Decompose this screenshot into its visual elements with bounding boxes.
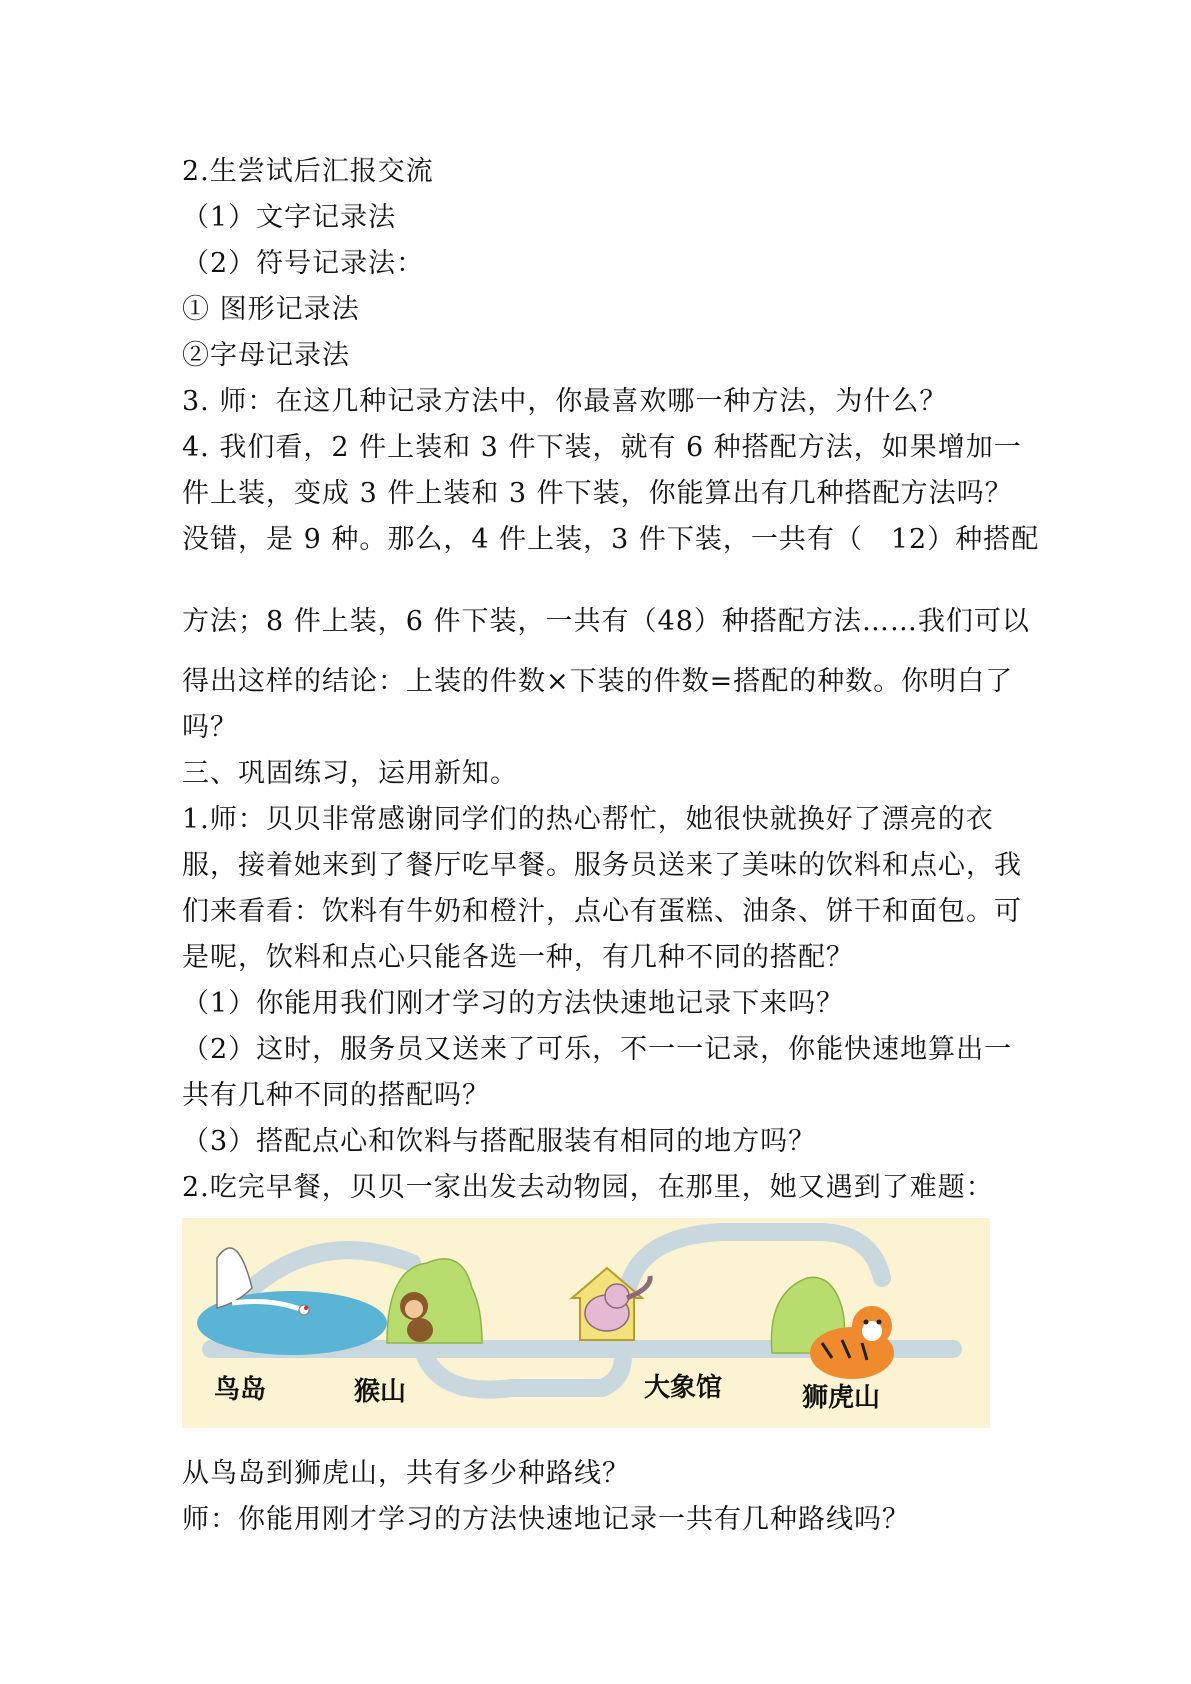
paragraph-4-line-6: 吗？ xyxy=(182,712,238,743)
label-elephant-hall: 大象馆 xyxy=(644,1373,723,1403)
route-question: 从鸟岛到狮虎山，共有多少种路线？ xyxy=(182,1458,630,1489)
exercise-1-question-1: （1）你能用我们刚才学习的方法快速地记录下来吗？ xyxy=(182,988,845,1019)
paragraph-4-line-5: 得出这样的结论：上装的件数×下装的件数=搭配的种数。你明白了 xyxy=(182,666,1014,697)
zoo-route-illustration xyxy=(182,1218,990,1428)
paragraph-4-line-4: 方法；8 件上装，6 件下装，一共有（48）种搭配方法……我们可以 xyxy=(182,606,1030,637)
method-graphic-record: ① 图形记录法 xyxy=(182,294,360,325)
label-monkey-hill: 猴山 xyxy=(354,1377,407,1407)
method-text-record: （1）文字记录法 xyxy=(182,202,397,233)
method-letter-record: ②字母记录法 xyxy=(182,340,350,371)
paragraph-4-line-2: 件上装，变成 3 件上装和 3 件下装，你能算出有几种搭配方法吗？ xyxy=(182,478,1013,509)
exercise-1-question-2: （2）这时，服务员又送来了可乐，不一一记录，你能快速地算出一 xyxy=(182,1034,1013,1065)
label-lion-tiger-hill: 狮虎山 xyxy=(802,1383,881,1413)
exercise-1-line-3: 们来看看：饮料有牛奶和橙汁，点心有蛋糕、油条、饼干和面包。可 xyxy=(182,896,1022,927)
upper-route-2 xyxy=(627,1232,882,1293)
paragraph-4-line-3: 没错，是 9 种。那么，4 件上装，3 件下装，一共有（ 12）种搭配 xyxy=(182,524,1040,555)
exercise-1-line-1: 1.师：贝贝非常感谢同学们的热心帮忙，她很快就换好了漂亮的衣 xyxy=(182,804,994,835)
exercise-1-question-2-cont: 共有几种不同的搭配吗？ xyxy=(182,1080,490,1111)
method-symbol-record: （2）符号记录法： xyxy=(182,248,425,279)
exercise-1-line-2: 服，接着她来到了餐厅吃早餐。服务员送来了美味的饮料和点心，我 xyxy=(182,850,1022,881)
exercise-1-question-3: （3）搭配点心和饮料与搭配服装有相同的地方吗？ xyxy=(182,1126,817,1157)
paragraph-4-line-1: 4. 我们看，2 件上装和 3 件下装，就有 6 种搭配方法，如果增加一 xyxy=(182,432,1022,463)
question-3: 3. 师：在这几种记录方法中，你最喜欢哪一种方法，为什么？ xyxy=(182,386,948,417)
step-2-heading: 2.生尝试后汇报交流 xyxy=(182,156,434,187)
upper-route-1 xyxy=(252,1250,412,1288)
exercise-2-intro: 2.吃完早餐，贝贝一家出发去动物园，在那里，她又遇到了难题： xyxy=(182,1172,994,1203)
route-teacher-question: 师：你能用刚才学习的方法快速地记录一共有几种路线吗？ xyxy=(182,1504,910,1535)
section-3-heading: 三、巩固练习，运用新知。 xyxy=(182,758,518,789)
exercise-1-line-4: 是呢，饮料和点心只能各选一种，有几种不同的搭配？ xyxy=(182,942,854,973)
label-bird-island: 鸟岛 xyxy=(214,1375,267,1405)
